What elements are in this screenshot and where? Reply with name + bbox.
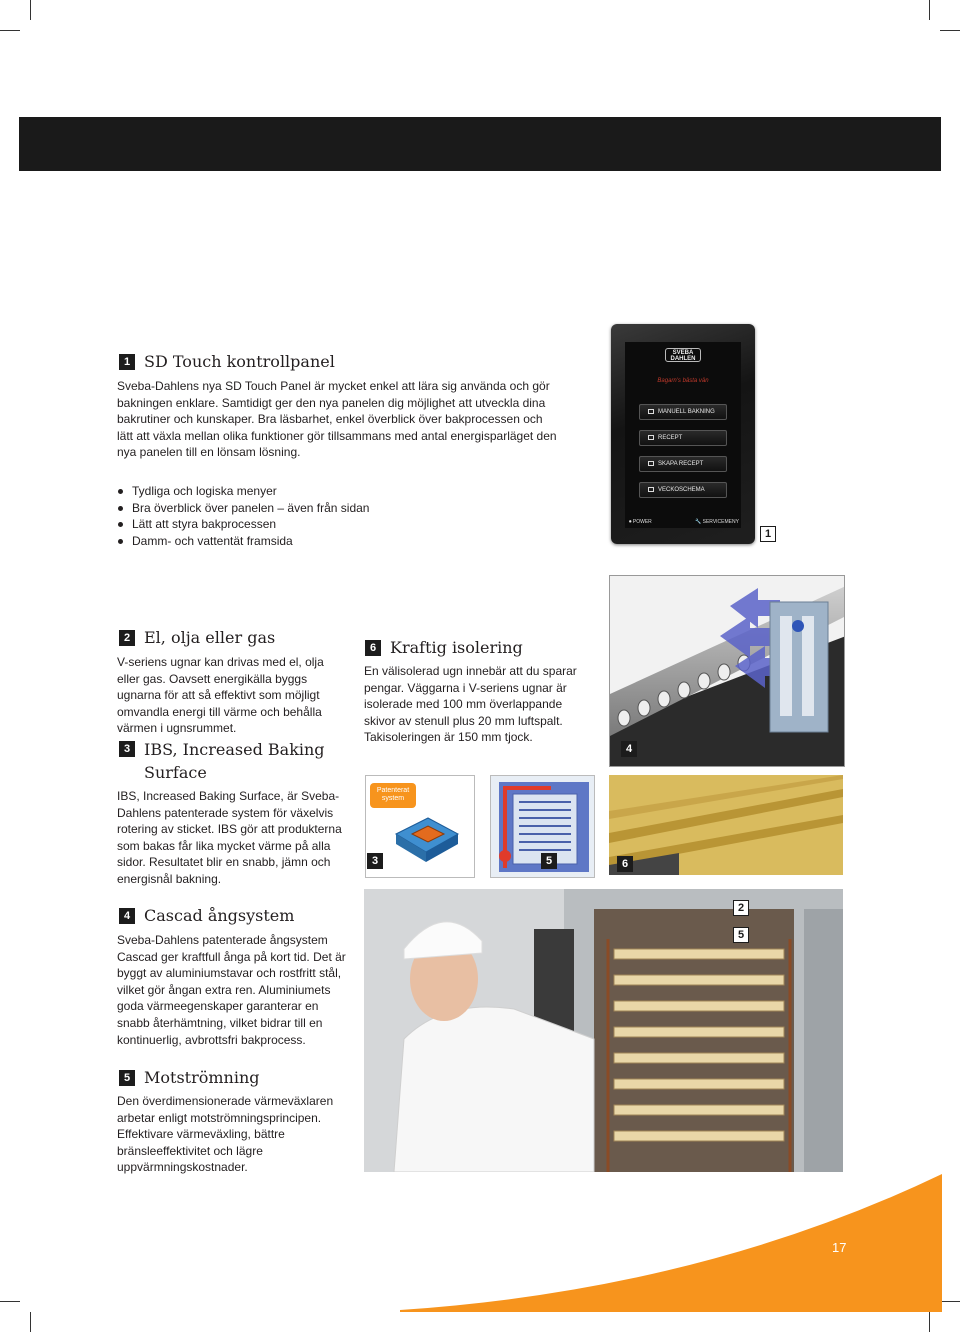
section-number: 4 xyxy=(119,908,135,924)
crop-mark xyxy=(30,0,31,20)
crop-mark xyxy=(940,30,960,31)
insulation-image xyxy=(609,775,843,875)
section-title-fuel xyxy=(119,627,275,649)
wrench-icon: 🔧 xyxy=(695,519,702,525)
section-title-cascad xyxy=(119,905,294,927)
section-heading: Kraftig isolering xyxy=(390,638,523,657)
section-heading: Motströmning xyxy=(144,1068,260,1087)
section-text-ibs: IBS, Increased Baking Surface, är Sveba-Dahlens patenterade system för växelvis rotering av sticket. IBS gör att produkterna som bakas får lika mycket värme på alla sidor. Resultatet blir en snabb, jämn och energisnål bakning. xyxy=(117,789,342,886)
power-label: ⏺ POWER xyxy=(629,519,652,525)
touch-panel-image xyxy=(611,324,755,544)
section-title-ibs xyxy=(119,738,325,784)
cascad-steam-image xyxy=(609,575,845,767)
power-icon: ⏺ xyxy=(629,519,632,525)
section-title-insulation xyxy=(365,637,523,659)
page-number: 17 xyxy=(832,1240,847,1255)
section-title-counter xyxy=(119,1067,260,1089)
menu-weekly-schedule: VECKOSCHEMA xyxy=(639,482,727,498)
menu-create-recipe: SKAPA RECEPT xyxy=(639,456,727,472)
calendar-icon xyxy=(648,487,654,492)
section-title-touch xyxy=(119,351,335,373)
figure-label: 6 xyxy=(617,856,633,872)
section-heading: IBS, Increased Baking Surface xyxy=(144,740,325,782)
section-number: 5 xyxy=(119,1070,135,1086)
header-band xyxy=(19,117,941,171)
section-text-insulation: En välisolerad ugn innebär att du sparar pengar. Väggarna i V-seriens ugnar är isolerade med 100 mm överlappande skivor av stenull plus 20 mm luftspalt. Takisoleringen är 150 mm tjock. xyxy=(364,664,577,745)
menu-recipe: RECEPT xyxy=(639,430,727,446)
panel-tagline: Bagarn's bästa vän xyxy=(657,378,709,384)
brand-logo: SVEBA DAHLEN xyxy=(665,348,701,362)
touch-screen xyxy=(625,342,741,528)
list-item: Damm- och vattentät framsida xyxy=(117,533,417,550)
section-heading: SD Touch kontrollpanel xyxy=(144,352,335,371)
figure-label: 1 xyxy=(760,526,776,542)
section-heading: El, olja eller gas xyxy=(144,628,276,647)
section-text-touch: Sveba-Dahlens nya SD Touch Panel är mycket enkel att lära sig använda och gör bakningen enklare. Samtidigt ger den nya panelen dig möjlighet att utveckla dina bakrutiner och kunskaper. Bra läsbarhet, enkel överblick över bakprocessen och lätt att växla mellan olika funktioner gör tillsammans med antal energisparläget den nya panelen till en lönsam lösning. xyxy=(117,379,557,460)
service-label: 🔧 SERVICEMENY xyxy=(695,519,739,525)
menu-manual-baking: MANUELL BAKNING xyxy=(639,404,727,420)
patented-badge: Patenterat system xyxy=(370,783,416,808)
baker-oven-photo xyxy=(364,889,843,1172)
list-item: Bra överblick över panelen – även från sidan xyxy=(117,500,417,517)
section-text-counter: Den överdimensionerade värmeväxlaren arbetar enligt motströmningsprincipen. Effektivare värmeväxling, bättre bränsleeffektivitet och lägre uppvärmningskostnader. xyxy=(117,1094,334,1175)
book-plus-icon xyxy=(648,461,654,466)
book-icon xyxy=(648,435,654,440)
section-number: 6 xyxy=(365,640,381,656)
section-text-fuel: V-seriens ugnar kan drivas med el, olja eller gas. Oavsett energikälla byggs ugnarna för att så effektivt som möjligt omvandla energi till värme och behålla värmen i ugnsrummet. xyxy=(117,655,324,736)
section-number: 3 xyxy=(119,741,135,757)
figure-label: 4 xyxy=(621,741,637,757)
feature-list xyxy=(117,483,417,550)
figure-label: 2 xyxy=(733,900,749,916)
section-number: 2 xyxy=(119,630,135,646)
list-item: Tydliga och logiska menyer xyxy=(117,483,417,500)
section-text-cascad: Sveba-Dahlens patenterade ångsystem Cascad ger kraftfull ånga på kort tid. Det är byggt av aluminiumstavar och rostfritt stål, vilket gör ångan extra ren. Aluminiumets goda värmeegenskaper garanterar en snabb återhämtning, vilket bidrar till en kontinuerlig, avbrottsfri bakprocess. xyxy=(117,933,346,1047)
figure-label: 3 xyxy=(367,853,383,869)
crop-mark xyxy=(929,0,930,20)
section-heading: Cascad ångsystem xyxy=(144,906,295,925)
person-icon xyxy=(648,409,654,414)
figure-label: 5 xyxy=(733,927,749,943)
section-number: 1 xyxy=(119,354,135,370)
orange-swoosh xyxy=(0,1170,960,1332)
figure-label: 5 xyxy=(541,853,557,869)
crop-mark xyxy=(0,30,20,31)
list-item: Lätt att styra bakprocessen xyxy=(117,516,417,533)
